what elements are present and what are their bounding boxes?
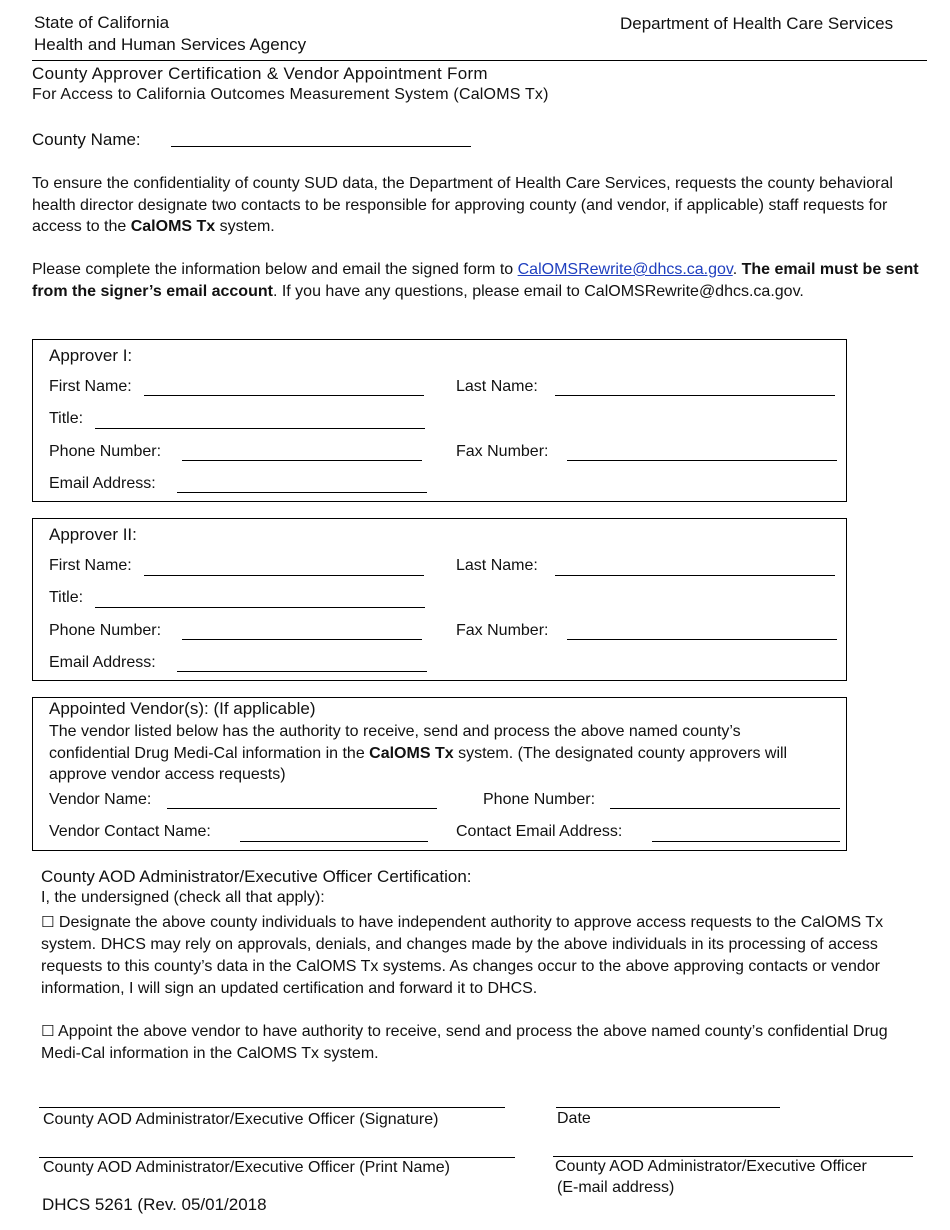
email-link[interactable]: CalOMSRewrite@dhcs.ca.gov: [517, 261, 733, 278]
print-name-line[interactable]: [39, 1157, 515, 1158]
email-address-label-2: (E-mail address): [557, 1179, 675, 1196]
date-label: Date: [557, 1110, 591, 1127]
agency-name: Health and Human Services Agency: [34, 35, 307, 54]
signature-line[interactable]: [39, 1107, 505, 1108]
intro-paragraph-2: Please complete the information below and email the signed form to CalOMSRewrite@dhcs.ca.gov. The email must be sent from the signer’s email account. If you have any questions, please email to CalOMSRewrite@dhcs.ca.gov.: [32, 261, 919, 300]
vendor-contact-email-field[interactable]: [652, 841, 840, 842]
approver-1-email-field[interactable]: [177, 492, 427, 493]
county-name-label: County Name:: [32, 130, 141, 149]
approver-2-fax-label: Fax Number:: [456, 622, 549, 639]
approver-1-phone-field[interactable]: [182, 460, 422, 461]
checkbox-designate[interactable]: ☐: [41, 913, 55, 931]
form-id: DHCS 5261 (Rev. 05/01/2018: [42, 1195, 267, 1214]
vendor-contact-email-label: Contact Email Address:: [456, 823, 623, 840]
approver-1-first-name-field[interactable]: [144, 395, 424, 396]
vendor-contact-name-field[interactable]: [240, 841, 428, 842]
certification-item-1: ☐ Designate the above county individuals to have independent authority to approve access requests to the CalOMS Tx system. DHCS may rely on approvals, denials, and changes made by the above individuals in its processing of access requests to this county’s data in the CalOMS Tx systems. As changes occur to the above approving contacts or vendor information, I will sign an updated certification and forward it to DHCS.: [41, 913, 884, 997]
vendor-phone-label: Phone Number:: [483, 791, 596, 808]
date-line[interactable]: [556, 1107, 780, 1108]
vendor-phone-field[interactable]: [610, 808, 840, 809]
email-address-line[interactable]: [553, 1156, 913, 1157]
approver-2-last-name-label: Last Name:: [456, 557, 538, 574]
certification-title: County AOD Administrator/Executive Officer Certification:: [41, 867, 472, 886]
approver-1-last-name-label: Last Name:: [456, 378, 538, 395]
approver-1-email-label: Email Address:: [49, 475, 156, 492]
approver-2-last-name-field[interactable]: [555, 575, 835, 576]
approver-1-title: Approver I:: [49, 346, 133, 365]
signature-label: County AOD Administrator/Executive Officer (Signature): [43, 1111, 439, 1128]
approver-1-title-label: Title:: [49, 410, 84, 427]
form-subtitle: For Access to California Outcomes Measurement System (CalOMS Tx): [32, 86, 549, 103]
vendor-description: The vendor listed below has the authority to receive, send and process the above named county’s confidential Drug Medi-Cal information in the CalOMS Tx system. (The designated county approvers will approve vendor access requests): [49, 723, 788, 783]
approver-2-first-name-field[interactable]: [144, 575, 424, 576]
state-name: State of California: [34, 13, 170, 32]
approver-2-title-label: Title:: [49, 589, 84, 606]
approver-2-email-field[interactable]: [177, 671, 427, 672]
email-address-label-1: County AOD Administrator/Executive Officer: [555, 1158, 867, 1175]
vendor-name-field[interactable]: [167, 808, 437, 809]
approver-1-phone-label: Phone Number:: [49, 443, 162, 460]
vendor-name-label: Vendor Name:: [49, 791, 152, 808]
form-title: County Approver Certification & Vendor Appointment Form: [32, 64, 488, 83]
approver-2-fax-field[interactable]: [567, 639, 837, 640]
intro-paragraph-1: To ensure the confidentiality of county SUD data, the Department of Health Care Services, requests the county behavioral health director designate two contacts to be responsible for approving county (and vendor, if applicable) staff requests for access to the CalOMS Tx system.: [32, 175, 893, 235]
checkbox-appoint[interactable]: ☐: [41, 1022, 55, 1040]
approver-1-fax-field[interactable]: [567, 460, 837, 461]
header-rule: [32, 60, 927, 61]
certification-item-2: ☐ Appoint the above vendor to have authority to receive, send and process the above named county’s confidential Drug Medi-Cal information in the CalOMS Tx system.: [41, 1022, 888, 1062]
approver-1-last-name-field[interactable]: [555, 395, 835, 396]
vendor-title: Appointed Vendor(s): (If applicable): [49, 699, 316, 718]
approver-2-phone-label: Phone Number:: [49, 622, 162, 639]
approver-2-email-label: Email Address:: [49, 654, 156, 671]
approver-1-first-name-label: First Name:: [49, 378, 132, 395]
vendor-contact-name-label: Vendor Contact Name:: [49, 823, 211, 840]
certification-intro: I, the undersigned (check all that apply):: [41, 889, 325, 906]
approver-2-title: Approver II:: [49, 525, 137, 544]
print-name-label: County AOD Administrator/Executive Officer (Print Name): [43, 1159, 450, 1176]
approver-2-first-name-label: First Name:: [49, 557, 132, 574]
approver-1-title-field[interactable]: [95, 428, 425, 429]
department-name: Department of Health Care Services: [620, 14, 894, 33]
approver-2-title-field[interactable]: [95, 607, 425, 608]
approver-1-fax-label: Fax Number:: [456, 443, 549, 460]
approver-2-phone-field[interactable]: [182, 639, 422, 640]
county-name-field[interactable]: [171, 146, 471, 147]
